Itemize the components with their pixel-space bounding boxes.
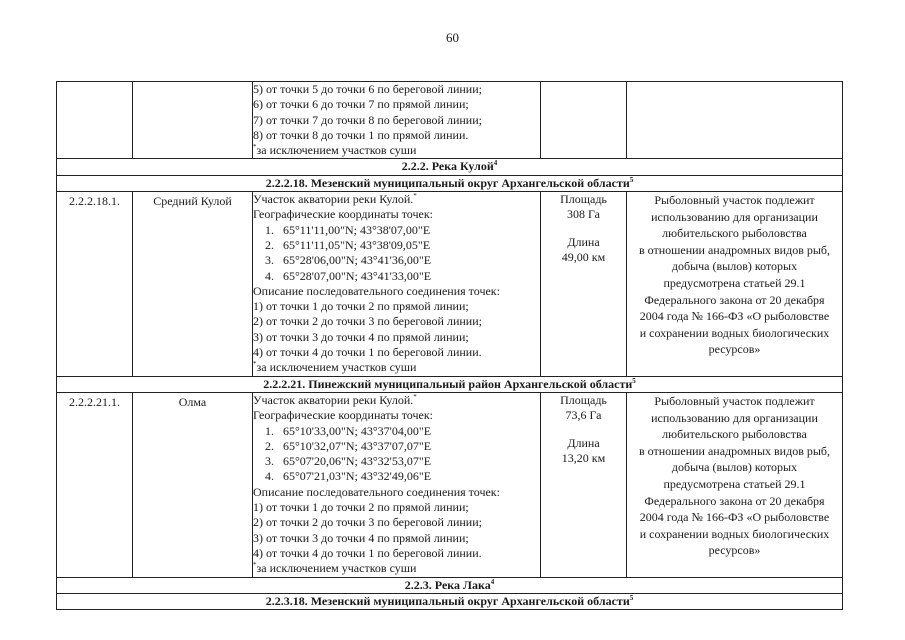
- parcel-name: Олма: [178, 394, 207, 409]
- footnote-text: за исключением участков суши: [256, 360, 417, 375]
- parcel-name-cell: [133, 392, 253, 577]
- purpose-line: добыча (вылов) которых: [671, 259, 798, 274]
- purpose-line: и сохранении водных биологических: [639, 526, 830, 541]
- parcel-row: [57, 392, 843, 577]
- purpose-line: и сохранении водных биологических: [639, 325, 830, 340]
- continuation-description-cell: [253, 82, 541, 159]
- footnote-mark: *: [253, 561, 257, 570]
- continuation-purpose-cell: [627, 82, 843, 159]
- footnote-mark: *: [253, 143, 257, 152]
- connection-line: 4) от точки 4 до точки 1 по береговой линии.: [253, 545, 482, 560]
- footnote: [253, 561, 540, 576]
- page-number: 60: [446, 30, 459, 45]
- parcel-row: [57, 192, 843, 377]
- coordinate-item: 2. 65°11'11,05"N; 43°38'09,05"E: [265, 237, 431, 252]
- section-heading: 2.2.3.18. Мезенский муниципальный округ Архангельской области$^5$: [57, 593, 843, 609]
- spacer: [541, 223, 626, 235]
- section-heading: 2.2.3. Река Лака$^4$: [57, 577, 843, 593]
- parcel-size-cell: [541, 392, 627, 577]
- purpose-line: Рыболовный участок подлежит: [654, 193, 815, 208]
- section-heading: 2.2.2. Река Кулой$^4$: [57, 159, 843, 175]
- continuation-size-cell: [541, 82, 627, 159]
- parcel-number-cell: [57, 192, 133, 377]
- length-label: Длина: [567, 435, 600, 450]
- coordinate-item: 1. 65°10'33,00"N; 43°37'04,00"E: [265, 423, 432, 438]
- parcel-number: 2.2.2.18.1.: [69, 194, 120, 209]
- parcel-size-cell: [541, 192, 627, 377]
- fishing-parcels-table: [56, 81, 843, 610]
- footnote-mark: *: [413, 392, 417, 401]
- purpose-line: любительского рыболовства: [662, 226, 807, 241]
- parcel-title: Участок акватории реки Кулой.*: [253, 192, 417, 207]
- coordinate-item: 3. 65°28'06,00"N; 43°41'36,00"E: [265, 253, 432, 268]
- section-row: [57, 159, 843, 175]
- connection-line: 3) от точки 3 до точки 4 по прямой линии;: [253, 329, 469, 344]
- connection-line: 2) от точки 2 до точки 3 по береговой линии;: [253, 515, 482, 530]
- length-value: 49,00 км: [561, 249, 606, 264]
- footnote: [253, 360, 540, 375]
- coords-heading: Географические координаты точек:: [253, 207, 433, 222]
- area-value: 73,6 Га: [565, 408, 602, 423]
- purpose-line: Рыболовный участок подлежит: [654, 393, 815, 408]
- footnote-mark: *: [413, 192, 417, 201]
- purpose-line: предусмотрена статьей 29.1: [663, 276, 806, 291]
- coordinate-item: 4. 65°07'21,03"N; 43°32'49,06"E: [265, 469, 432, 484]
- purpose-line: ресурсов»: [708, 342, 761, 357]
- connection-heading: Описание последовательного соединения точек:: [253, 484, 500, 499]
- parcel-purpose-cell: [627, 392, 843, 577]
- continuation-number-cell: [57, 82, 133, 159]
- purpose-line: добыча (вылов) которых: [671, 460, 798, 475]
- section-heading: 2.2.2.21. Пинежский муниципальный район Архангельской области$^5$: [57, 376, 843, 392]
- purpose-line: в отношении анадромных видов рыб,: [638, 242, 831, 257]
- purpose-line: в отношении анадромных видов рыб,: [638, 443, 831, 458]
- footnote-mark: *: [253, 360, 257, 369]
- purpose-line: предусмотрена статьей 29.1: [663, 476, 806, 491]
- continuation-name-cell: [133, 82, 253, 159]
- coordinate-item: 2. 65°10'32,07"N; 43°37'07,07"E: [265, 438, 432, 453]
- purpose-line: 2004 года № 166-ФЗ «О рыболовстве: [639, 510, 830, 525]
- purpose-line: ресурсов»: [708, 543, 761, 558]
- length-label: Длина: [567, 234, 600, 249]
- connection-line: 7) от точки 7 до точки 8 по береговой линии;: [253, 112, 482, 127]
- length-value: 13,20 км: [561, 450, 606, 465]
- connection-heading: Описание последовательного соединения точек:: [253, 283, 500, 298]
- parcel-number: 2.2.2.21.1.: [69, 394, 120, 409]
- connection-line: 2) от точки 2 до точки 3 по береговой линии;: [253, 314, 482, 329]
- parcel-description-cell: [253, 392, 541, 577]
- purpose-line: использованию для организации: [651, 410, 818, 425]
- connection-line: 5) от точки 5 до точки 6 по береговой линии;: [253, 82, 482, 96]
- parcel-number-cell: [57, 392, 133, 577]
- parcel-name: Средний Кулой: [153, 194, 232, 209]
- connection-line: 1) от точки 1 до точки 2 по прямой линии;: [253, 500, 469, 515]
- purpose-line: любительского рыболовства: [662, 427, 807, 442]
- connection-line: 6) от точки 6 до точки 7 по прямой линии;: [253, 97, 469, 112]
- section-row: [57, 376, 843, 392]
- section-row: [57, 175, 843, 191]
- coordinate-item: 4. 65°28'07,00"N; 43°41'33,00"E: [265, 268, 432, 283]
- footnote: [253, 143, 540, 158]
- purpose-line: Федерального закона от 20 декабря: [644, 493, 825, 508]
- connection-line: 1) от точки 1 до точки 2 по прямой линии;: [253, 299, 469, 314]
- footnote-text: за исключением участков суши: [256, 561, 417, 576]
- coordinate-item: 3. 65°07'20,06"N; 43°32'53,07"E: [265, 454, 432, 469]
- parcel-name-cell: [133, 192, 253, 377]
- purpose-line: Федерального закона от 20 декабря: [644, 292, 825, 307]
- parcel-title: Участок акватории реки Кулой.*: [253, 392, 417, 407]
- area-value: 308 Га: [567, 207, 600, 222]
- section-row: [57, 593, 843, 609]
- area-label: Площадь: [560, 392, 607, 407]
- connection-line: 3) от точки 3 до точки 4 по прямой линии;: [253, 530, 469, 545]
- continuation-row: [57, 82, 843, 159]
- purpose-line: 2004 года № 166-ФЗ «О рыболовстве: [639, 309, 830, 324]
- area-label: Площадь: [560, 192, 607, 207]
- parcel-description-cell: [253, 192, 541, 377]
- connection-line: 4) от точки 4 до точки 1 по береговой линии.: [253, 345, 482, 360]
- parcel-purpose-cell: [627, 192, 843, 377]
- section-heading: 2.2.2.18. Мезенский муниципальный округ Архангельской области$^5$: [57, 175, 843, 191]
- section-row: [57, 577, 843, 593]
- footnote-text: за исключением участков суши: [256, 143, 417, 158]
- purpose-line: использованию для организации: [651, 209, 818, 224]
- coords-heading: Географические координаты точек:: [253, 408, 433, 423]
- connection-line: 8) от точки 8 до точки 1 по прямой линии.: [253, 127, 469, 142]
- spacer: [541, 424, 626, 436]
- coordinate-item: 1. 65°11'11,00"N; 43°38'07,00"E: [265, 222, 431, 237]
